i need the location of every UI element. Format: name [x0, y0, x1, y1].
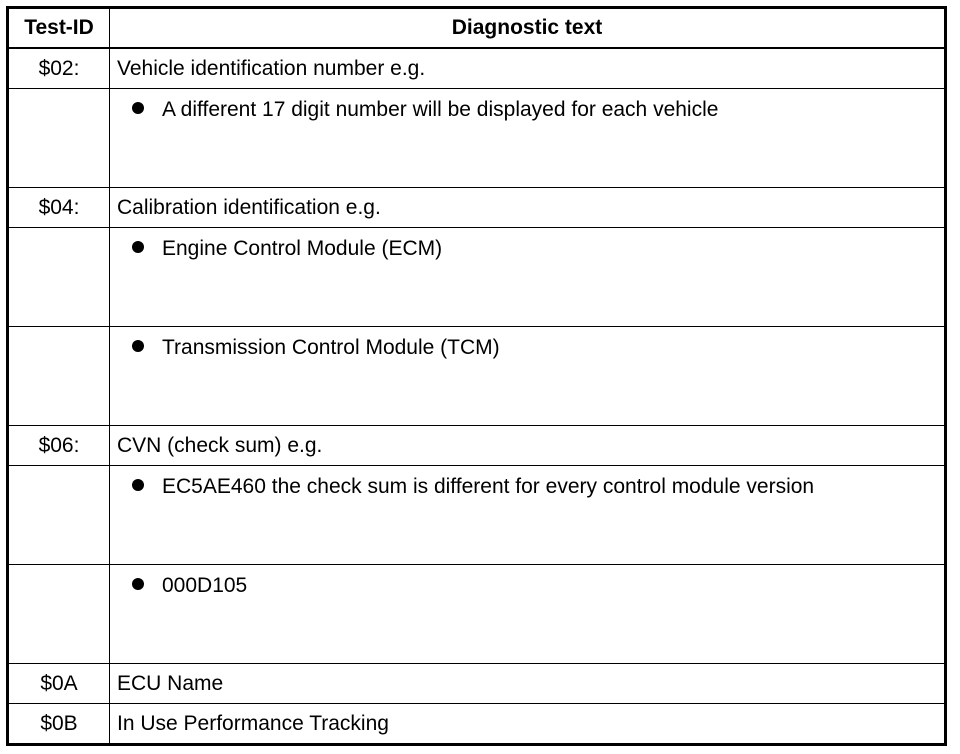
bullet-item — [110, 565, 946, 664]
bullet-icon — [132, 479, 144, 491]
diagnostic-text-cell: Vehicle identification number e.g. — [110, 48, 946, 89]
header-diagnostic-text: Diagnostic text — [110, 8, 946, 49]
header-row — [8, 8, 946, 49]
bullet-icon — [132, 578, 144, 590]
table-row — [8, 426, 946, 466]
diagnostic-text-cell: Calibration identification e.g. — [110, 188, 946, 228]
diagnostic-table — [6, 6, 947, 746]
table-row — [8, 466, 946, 565]
diagnostic-text-cell: In Use Performance Tracking — [110, 704, 946, 745]
test-id-cell: $0A — [8, 664, 110, 704]
diagnostic-text-cell: ECU Name — [110, 664, 946, 704]
test-id-cell: $04: — [8, 188, 110, 228]
test-id-cell: $02: — [8, 48, 110, 89]
table-row — [8, 48, 946, 89]
table-row — [8, 704, 946, 745]
test-id-cell — [8, 327, 110, 426]
bullet-item — [110, 228, 946, 327]
bullet-text: A different 17 digit number will be displayed for each vehicle — [162, 98, 719, 121]
diagnostic-text-cell: CVN (check sum) e.g. — [110, 426, 946, 466]
table-row — [8, 565, 946, 664]
bullet-text: EC5AE460 the check sum is different for every control module version — [162, 475, 815, 498]
header-test-id: Test-ID — [8, 8, 110, 49]
bullet-icon — [132, 340, 144, 352]
table-row — [8, 228, 946, 327]
bullet-icon — [132, 241, 144, 253]
table-row — [8, 89, 946, 188]
bullet-icon — [132, 102, 144, 114]
table-row — [8, 327, 946, 426]
test-id-cell — [8, 89, 110, 188]
test-id-cell: $06: — [8, 426, 110, 466]
test-id-cell: $0B — [8, 704, 110, 745]
bullet-text: 000D105 — [162, 574, 248, 597]
bullet-text: Transmission Control Module (TCM) — [162, 336, 500, 359]
table-row — [8, 664, 946, 704]
bullet-item — [110, 89, 946, 188]
bullet-item — [110, 466, 946, 565]
test-id-cell — [8, 466, 110, 565]
test-id-cell — [8, 228, 110, 327]
table-row — [8, 188, 946, 228]
test-id-cell — [8, 565, 110, 664]
bullet-text: Engine Control Module (ECM) — [162, 237, 443, 260]
bullet-item — [110, 327, 946, 426]
